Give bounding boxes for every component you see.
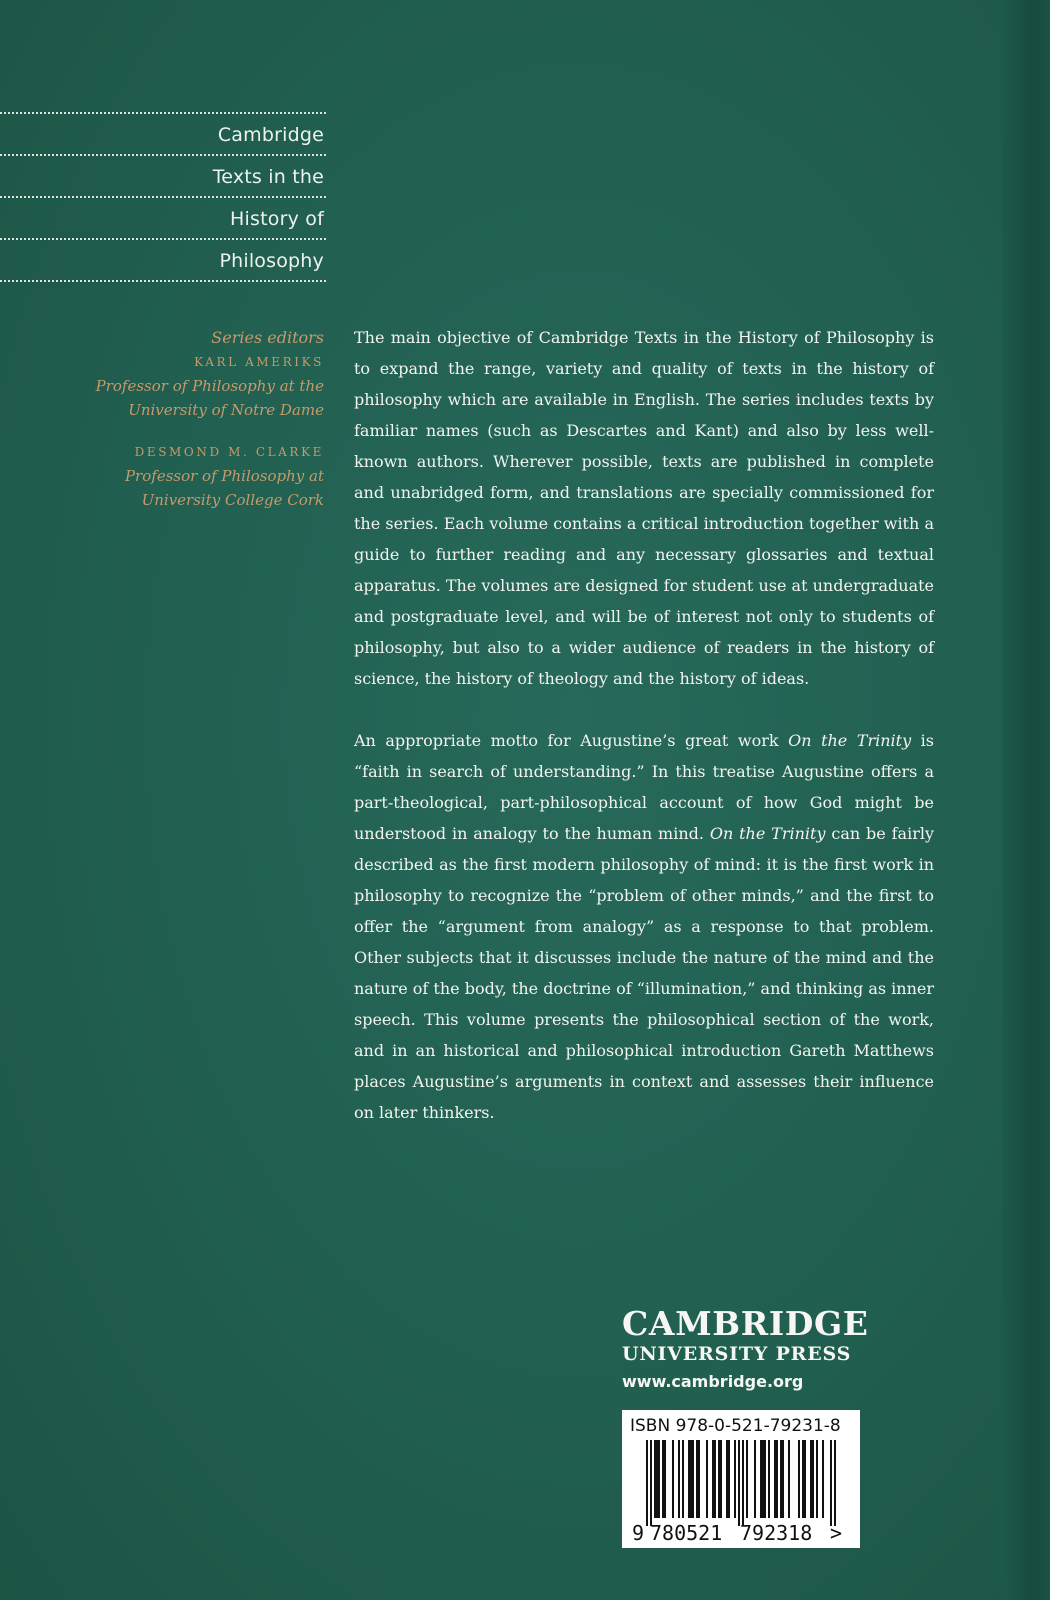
book-title-italic: On the Trinity (709, 824, 826, 843)
barcode-bar (816, 1440, 818, 1518)
isbn-label: ISBN 978-0-521-79231-8 (630, 1416, 841, 1436)
barcode-bar (804, 1440, 806, 1518)
barcode-digit-group: 780521 (650, 1521, 723, 1544)
barcode-bar (662, 1440, 664, 1518)
editor-name: KARL AMERIKS (194, 355, 324, 369)
series-editors (60, 326, 324, 512)
series-title-line (0, 196, 326, 238)
barcode-bar (714, 1440, 716, 1518)
barcode-bar (760, 1440, 762, 1518)
barcode-bar (656, 1440, 658, 1518)
series-title-block (0, 112, 326, 282)
barcode-bar (718, 1440, 720, 1518)
editor-name: DESMOND M. CLARKE (134, 445, 324, 459)
barcode-bar (726, 1440, 728, 1518)
series-title-text: Philosophy (219, 250, 324, 272)
barcode-bar (742, 1440, 744, 1526)
series-title-line (0, 238, 326, 280)
barcode-bar (764, 1440, 766, 1518)
barcode-bar (696, 1440, 698, 1518)
barcode-bar (762, 1440, 764, 1518)
series-editors-label: Series editors (211, 328, 324, 347)
book-description: An appropriate motto for Augustine’s great work On the Trinity is “faith in search of understanding.” In this treatise Augustine offers a part-theological, part-philosophical account of how God might be understood in analogy to the human mind. On the Trinity can be fairly described as the first modern philosophy of mind: it is the first work in philosophy to recognize the “problem of other minds,” and the first to offer the “argument from analogy” as a response to that problem. Other subjects that it discusses include the nature of the mind and the nature of the body, the doctrine of “illumination,” and thinking as inner speech. This volume presents the philosophical section of the work, and in an historical and philosophical introduction Gareth Matthews places Augustine’s arguments in context and assesses their influence on later thinkers. (354, 731, 935, 1122)
barcode-bar (664, 1440, 666, 1518)
barcode-bar (682, 1440, 684, 1518)
series-title-text: Cambridge (217, 124, 324, 146)
barcode-bar (728, 1440, 730, 1518)
barcode-bar (692, 1440, 694, 1518)
editor-affiliation: Professor of Philosophy at the (95, 377, 324, 395)
barcode-bar (788, 1440, 790, 1518)
spine-edge (1002, 0, 1050, 1600)
barcode-bar (802, 1440, 804, 1518)
barcode-bar (658, 1440, 660, 1518)
editor-affiliation: University College Cork (141, 491, 324, 509)
barcode-bar (698, 1440, 700, 1518)
barcode-bar (746, 1440, 748, 1518)
barcode-bar (672, 1440, 674, 1518)
barcode-digit-group: 792318 (740, 1521, 813, 1544)
book-title-italic: On the Trinity (788, 731, 912, 750)
barcode-digit-group: > (830, 1521, 843, 1544)
barcode-bar (654, 1440, 656, 1518)
barcode-bar (720, 1440, 722, 1518)
barcode-bar (798, 1440, 800, 1518)
barcode-bar (690, 1440, 692, 1518)
barcode-bar (776, 1440, 778, 1518)
editor-affiliation: Professor of Philosophy at (124, 467, 324, 485)
publisher-logo (622, 1306, 884, 1394)
barcode-bar (706, 1440, 708, 1518)
barcode-bar (812, 1440, 814, 1518)
isbn-barcode (622, 1410, 860, 1548)
publisher-subtitle: UNIVERSITY PRESS (622, 1343, 852, 1365)
barcode-bar (810, 1440, 812, 1518)
barcode-bar (650, 1440, 652, 1526)
cover-blurb (354, 322, 934, 1128)
barcode-bar (822, 1440, 824, 1518)
series-title-line (0, 112, 326, 154)
barcode-bar (734, 1440, 736, 1518)
barcode-bar (712, 1440, 714, 1518)
barcode-bar (834, 1440, 836, 1526)
series-description: The main objective of Cambridge Texts in the History of Philosophy is to expand the range, variety and quality of texts in the history of philosophy which are available in English. The series includes texts by familiar names (such as Descartes and Kant) and also by less well-known authors. Wherever possible, texts are published in complete and unabridged form, and translations are specially commissioned for the series. Each volume contains a critical introduction together with a guide to further reading and any necessary glossaries and textual apparatus. The volumes are designed for student use at undergraduate and postgraduate level, and will be of interest not only to students of philosophy, but also to a wider audience of readers in the history of science, the history of theology and the history of ideas. (354, 328, 934, 688)
barcode-bar (774, 1440, 776, 1518)
barcode-bar (646, 1440, 648, 1526)
barcode-bar (830, 1440, 832, 1526)
barcode-bar (688, 1440, 690, 1518)
barcode-bars (630, 1440, 852, 1544)
publisher-url: www.cambridge.org (622, 1372, 804, 1391)
barcode-bar (754, 1440, 756, 1518)
series-title-line (0, 154, 326, 196)
barcode-digit-group: 9 (632, 1521, 645, 1544)
publisher-name: CAMBRIDGE (622, 1304, 869, 1343)
barcode-bar (768, 1440, 770, 1518)
series-title-text: History of (230, 208, 324, 230)
barcode-bar (738, 1440, 740, 1526)
barcode-bar (678, 1440, 680, 1518)
barcode-bar (782, 1440, 784, 1518)
editor-affiliation: University of Notre Dame (128, 401, 324, 419)
series-title-rule (0, 280, 326, 282)
barcode-bar (780, 1440, 782, 1518)
series-title-text: Texts in the (212, 166, 324, 188)
